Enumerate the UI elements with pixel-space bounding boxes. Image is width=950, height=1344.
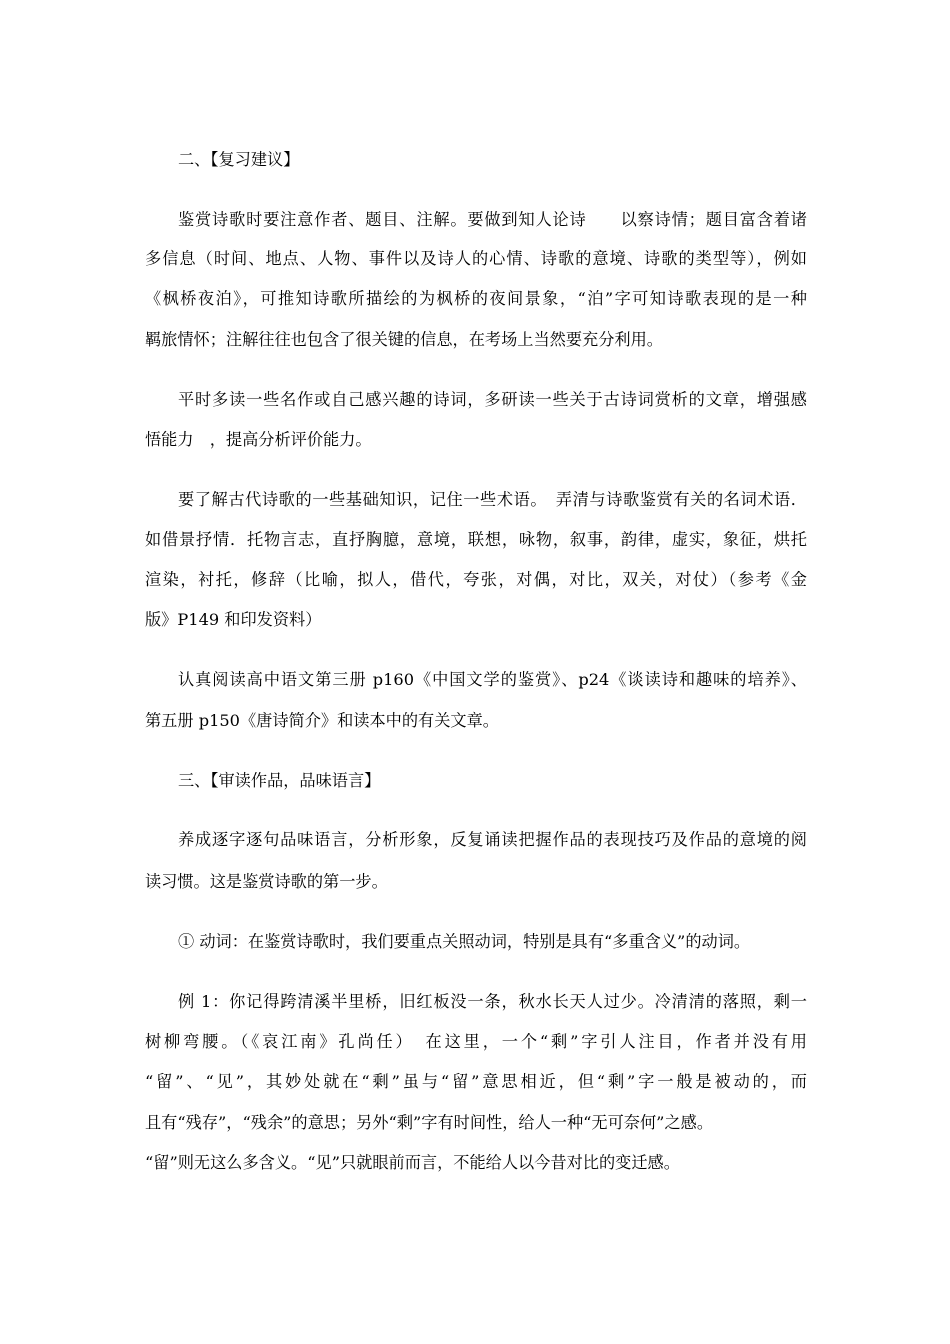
paragraph-line: 认真阅读高中语文第三册 p160《中国文学的鉴赏》、p24《谈读诗和趣味的培养》、: [178, 670, 807, 689]
paragraph-line: 要了解古代诗歌的一些基础知识，记住一些术语。 弄清与诗歌鉴赏有关的名词术语．: [178, 490, 807, 509]
paragraph-line: “留”、“见”，其妙处就在“剩”虽与“留”意思相近，但“剩”字一般是被动的，而: [145, 1072, 807, 1091]
paragraph-line: 版》P149 和印发资料）: [145, 610, 322, 629]
paragraph-line: 树柳弯腰。（《哀江南》孔尚任） 在这里，一个“剩”字引人注目，作者并没有用: [145, 1032, 807, 1051]
paragraph-line: 悟能力 ，提高分析评价能力。: [145, 430, 372, 449]
paragraph-line: 第五册 p150《唐诗简介》和读本中的有关文章。: [145, 711, 499, 730]
paragraph-line: 例 1：你记得跨清溪半里桥，旧红板没一条，秋水长天人过少。冷清清的落照，剩一: [178, 992, 807, 1011]
paragraph-line: 养成逐字逐句品味语言，分析形象，反复诵读把握作品的表现技巧及作品的意境的阅: [178, 830, 807, 849]
paragraph-line: “留”则无这么多含义。“见”只就眼前而言，不能给人以今昔对比的变迁感。: [145, 1153, 680, 1172]
section-heading: 三、【审读作品，品味语言】: [178, 771, 381, 790]
paragraph-line: 且有“残存”，“残余”的意思；另外“剩”字有时间性，给人一种“无可奈何”之感。: [145, 1113, 714, 1132]
paragraph-line: 读习惯。这是鉴赏诗歌的第一步。: [145, 872, 388, 891]
paragraph-line: 《枫桥夜泊》，可推知诗歌所描绘的为枫桥的夜间景象，“泊”字可知诗歌表现的是一种: [145, 289, 807, 308]
paragraph-line: ① 动词：在鉴赏诗歌时，我们要重点关照动词，特别是具有“多重含义”的动词。: [178, 932, 751, 951]
section-heading: 二、【复习建议】: [178, 150, 300, 169]
paragraph-line: 鉴赏诗歌时要注意作者、题目、注解。要做到知人论诗 以察诗情；题目富含着诸: [178, 210, 807, 229]
paragraph-line: 平时多读一些名作或自己感兴趣的诗词，多研读一些关于古诗词赏析的文章，增强感: [178, 390, 807, 409]
paragraph-line: 如借景抒情．托物言志，直抒胸臆，意境，联想，咏物，叙事，韵律，虚实，象征，烘托: [145, 530, 807, 549]
paragraph-line: 多信息（时间、地点、人物、事件以及诗人的心情、诗歌的意境、诗歌的类型等），例如: [145, 249, 807, 268]
paragraph-line: 羁旅情怀；注解往往也包含了很关键的信息，在考场上当然要充分利用。: [145, 330, 663, 349]
paragraph-line: 渲染，衬托，修辞（比喻，拟人，借代，夸张，对偶，对比，双关，对仗）（参考《金: [145, 570, 807, 589]
